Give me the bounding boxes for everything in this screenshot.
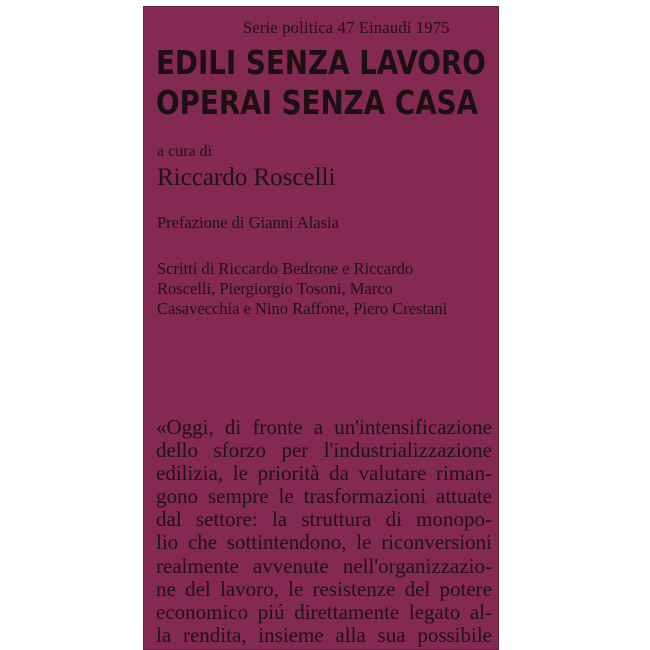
quote-line: «Oggi, di fronte a un'intensificazione <box>156 415 492 439</box>
book-title <box>156 43 486 123</box>
book-cover <box>143 6 499 650</box>
contributors-credit <box>157 259 497 319</box>
blurb-quote <box>156 416 492 647</box>
quote-line: la rendita, insieme alla sua possibile <box>156 622 492 647</box>
title-line: OPERAI SENZA CASA <box>156 83 479 122</box>
title-line: EDILI SENZA LAVORO <box>156 43 486 82</box>
quote-line: dello sforzo per l'industrializzazione <box>156 438 492 463</box>
quote-line: gono sempre le trasformazioni attuate <box>156 484 492 509</box>
contributors-line: Roscelli, Piergiorgio Tosoni, Marco <box>157 279 393 298</box>
quote-line: economico piú direttamente legato al- <box>156 599 492 624</box>
quote-line: realmente avvenute nell'organizzazio- <box>156 553 492 578</box>
quote-line: lio che sottintendono, le riconversioni <box>156 530 492 555</box>
contributors-line: Casavecchia e Nino Raffone, Piero Crestani <box>157 299 448 318</box>
quote-line: edilizia, le priorità da valutare riman- <box>156 461 492 486</box>
preface-credit: Prefazione di Gianni Alasia <box>157 213 339 232</box>
quote-line: ne del lavoro, le resistenze del potere <box>156 576 492 601</box>
series-publisher-line: Serie politica 47 Einaudi 1975 <box>243 18 450 37</box>
curator-name: Riccardo Roscelli <box>157 164 336 191</box>
contributors-line: Scritti di Riccardo Bedrone e Riccardo <box>157 259 414 278</box>
curator-intro: a cura di <box>157 143 213 160</box>
quote-line: dal settore: la struttura di monopo- <box>156 507 492 532</box>
